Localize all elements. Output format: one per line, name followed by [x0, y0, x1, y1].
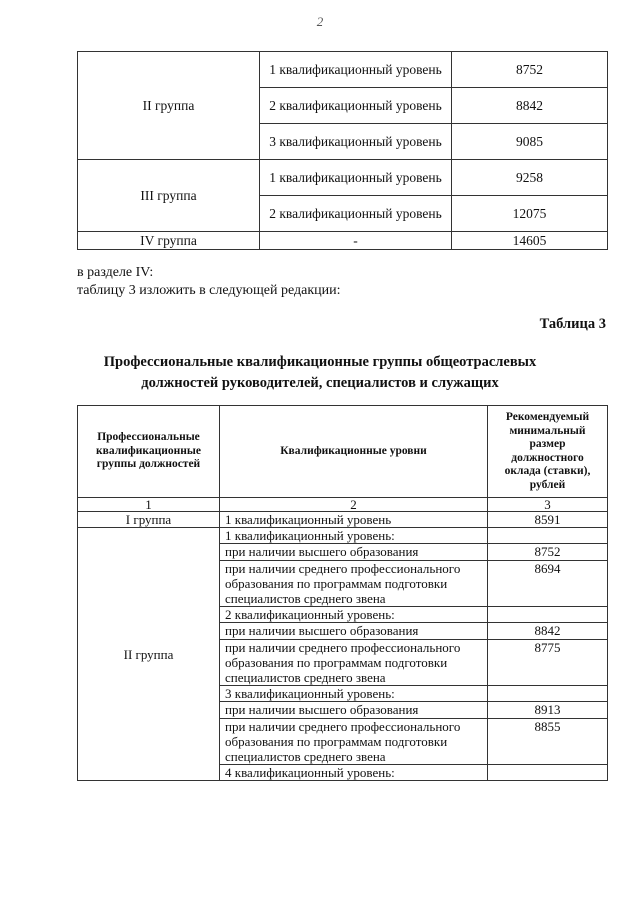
- title-line: Профессиональные квалификационные группы общеотраслевых: [103, 354, 537, 370]
- group-cell: I группа: [78, 512, 220, 528]
- title-line: должностей руководителей, специалистов и служащих: [141, 375, 499, 391]
- salary-cell: 8842: [488, 623, 608, 639]
- table-row: [78, 512, 608, 528]
- salary-cell: 8913: [488, 702, 608, 718]
- level-cell: при наличии среднего профессионального образования по программам подготовки специалистов среднего звена: [220, 718, 488, 765]
- salary-cell: 8775: [488, 639, 608, 686]
- salary-cell: 12075: [452, 196, 608, 232]
- level-cell: 1 квалификационный уровень: [260, 52, 452, 88]
- column-number-row: [78, 498, 608, 512]
- salary-cell: 8752: [452, 52, 608, 88]
- salary-cell: 8591: [488, 512, 608, 528]
- level-cell: при наличии высшего образования: [220, 702, 488, 718]
- group-cell: IV группа: [78, 232, 260, 250]
- level-cell: 2 квалификационный уровень: [260, 196, 452, 232]
- level-cell: 3 квалификационный уровень: [260, 124, 452, 160]
- column-number: 2: [220, 498, 488, 512]
- table-label: Таблица 3: [539, 316, 606, 332]
- paragraph-line: в разделе IV:: [77, 265, 154, 280]
- page-number: 2: [316, 14, 324, 29]
- level-cell: при наличии среднего профессионального образования по программам подготовки специалистов среднего звена: [220, 560, 488, 607]
- header-cell: Профессиональные квалификационные группы должностей: [78, 406, 220, 498]
- salary-cell: 9258: [452, 160, 608, 196]
- level-cell: при наличии высшего образования: [220, 544, 488, 560]
- level-cell: 1 квалификационный уровень:: [220, 528, 488, 544]
- level-cell: 1 квалификационный уровень: [220, 512, 488, 528]
- salary-cell: [488, 607, 608, 623]
- group-cell: II группа: [78, 528, 220, 781]
- column-number: 1: [78, 498, 220, 512]
- header-row: [78, 406, 608, 498]
- level-cell: 3 квалификационный уровень:: [220, 686, 488, 702]
- table-3: [77, 405, 608, 781]
- salary-cell: 8752: [488, 544, 608, 560]
- paragraph-line: таблицу 3 изложить в следующей редакции:: [77, 283, 341, 298]
- table-row: [78, 528, 608, 544]
- table-row: [78, 160, 608, 196]
- table-row: [78, 52, 608, 88]
- level-cell: при наличии среднего профессионального образования по программам подготовки специалистов среднего звена: [220, 639, 488, 686]
- level-cell: 2 квалификационный уровень:: [220, 607, 488, 623]
- table-row: [78, 232, 608, 250]
- level-cell: -: [260, 232, 452, 250]
- level-cell: при наличии высшего образования: [220, 623, 488, 639]
- header-cell: Квалификационные уровни: [220, 406, 488, 498]
- level-cell: 4 квалификационный уровень:: [220, 765, 488, 781]
- table-title: [90, 352, 550, 394]
- header-cell: Рекомендуемый минимальный размер должностного оклада (ставки), рублей: [488, 406, 608, 498]
- salary-cell: 8855: [488, 718, 608, 765]
- amendment-paragraph: [77, 264, 607, 300]
- salary-cell: 8842: [452, 88, 608, 124]
- salary-cell: [488, 765, 608, 781]
- salary-table-continued: [77, 51, 608, 250]
- level-cell: 1 квалификационный уровень: [260, 160, 452, 196]
- column-number: 3: [488, 498, 608, 512]
- salary-cell: 9085: [452, 124, 608, 160]
- level-cell: 2 квалификационный уровень: [260, 88, 452, 124]
- group-cell: II группа: [78, 52, 260, 160]
- salary-cell: [488, 528, 608, 544]
- salary-cell: 8694: [488, 560, 608, 607]
- salary-cell: 14605: [452, 232, 608, 250]
- group-cell: III группа: [78, 160, 260, 232]
- salary-cell: [488, 686, 608, 702]
